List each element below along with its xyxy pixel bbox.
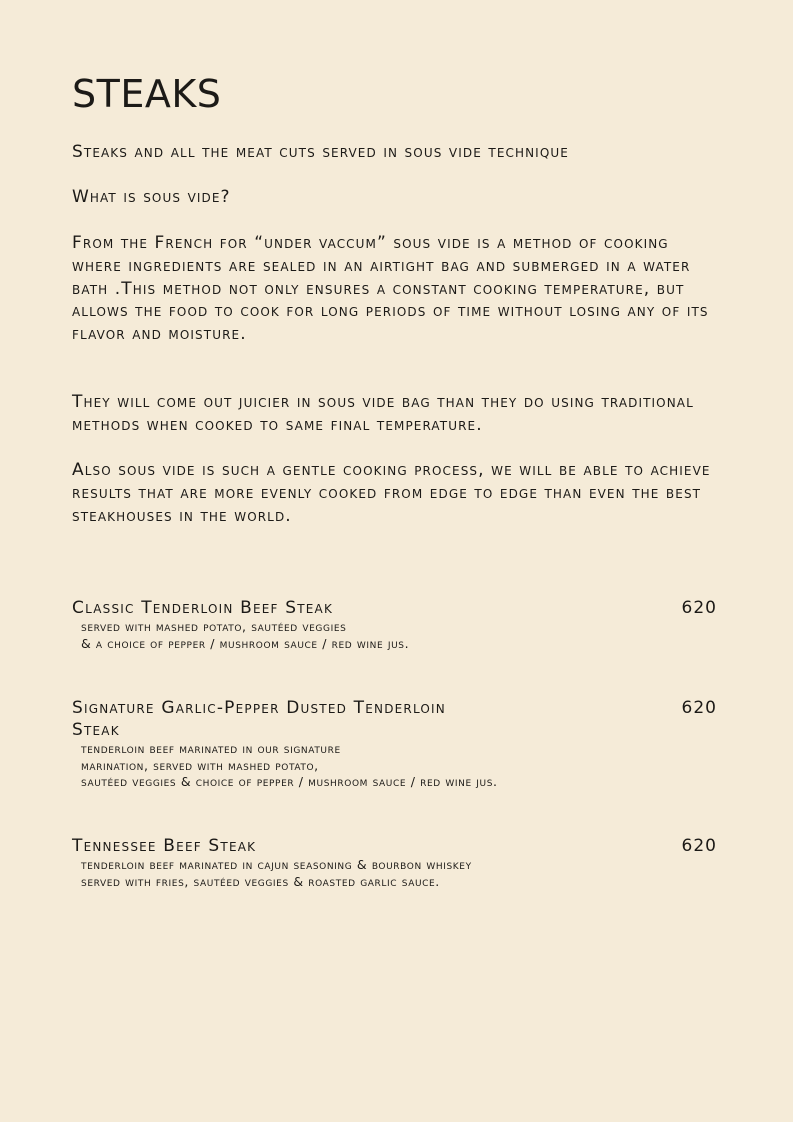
- menu-item-name: Classic Tenderloin Beef Steak: [72, 598, 334, 618]
- menu-item-name: Tennessee Beef Steak: [72, 836, 257, 856]
- menu-item-price: 620: [681, 836, 717, 856]
- menu-item-price: 620: [681, 598, 717, 618]
- menu-item-name: Signature Garlic-Pepper Dusted Tenderloin Steak: [72, 698, 446, 740]
- menu-item-description-line: sautéed veggies & choice of pepper / mushroom sauce / red wine jus.: [81, 774, 498, 789]
- intro-paragraph: Also sous vide is such a gentle cooking process, we will be able to achieve results that are more evenly cooked from edge to edge than even the best steakhouses in the world.: [72, 460, 711, 526]
- menu-item-header: [72, 697, 717, 741]
- menu-item: [72, 697, 717, 791]
- menu-item: [72, 835, 717, 890]
- menu-item-price: 620: [681, 698, 717, 718]
- menu-item: [72, 597, 717, 652]
- menu-item-description: [81, 857, 717, 890]
- menu-item-header: [72, 835, 717, 857]
- intro-paragraph: They will come out juicier in sous vide bag than they do using traditional methods when cooked to same final temperature.: [72, 392, 694, 435]
- menu-item-description-line: & a choice of pepper / mushroom sauce / red wine jus.: [81, 635, 410, 651]
- menu-item-description-line: marination, served with mashed potato,: [81, 757, 319, 773]
- page-title: STEAKS: [72, 72, 222, 116]
- intro-paragraph: From the French for “under vaccum” sous vide is a method of cooking where ingredients are sealed in an airtight bag and submerged in a water bath .This method not only ensures a constant cooking temperature, but allows the food to cook for long periods of time without losing any of its flavor and moisture.: [72, 233, 709, 345]
- menu-item-description-line: served with mashed potato, sautéed veggies: [81, 619, 347, 634]
- menu-item-description-line: tenderloin beef marinated in cajun seasoning & bourbon whiskey: [81, 857, 472, 872]
- intro-question: What is sous vide?: [72, 187, 231, 207]
- menu-item-description: [81, 741, 717, 791]
- menu-item-description-line: tenderloin beef marinated in our signature: [81, 741, 341, 756]
- menu-item-description-line: served with fries, sautéed veggies & roasted garlic sauce.: [81, 873, 440, 889]
- menu-item-header: [72, 597, 717, 619]
- menu-item-description: [81, 619, 717, 652]
- intro-tagline: Steaks and all the meat cuts served in sous vide technique: [72, 142, 569, 162]
